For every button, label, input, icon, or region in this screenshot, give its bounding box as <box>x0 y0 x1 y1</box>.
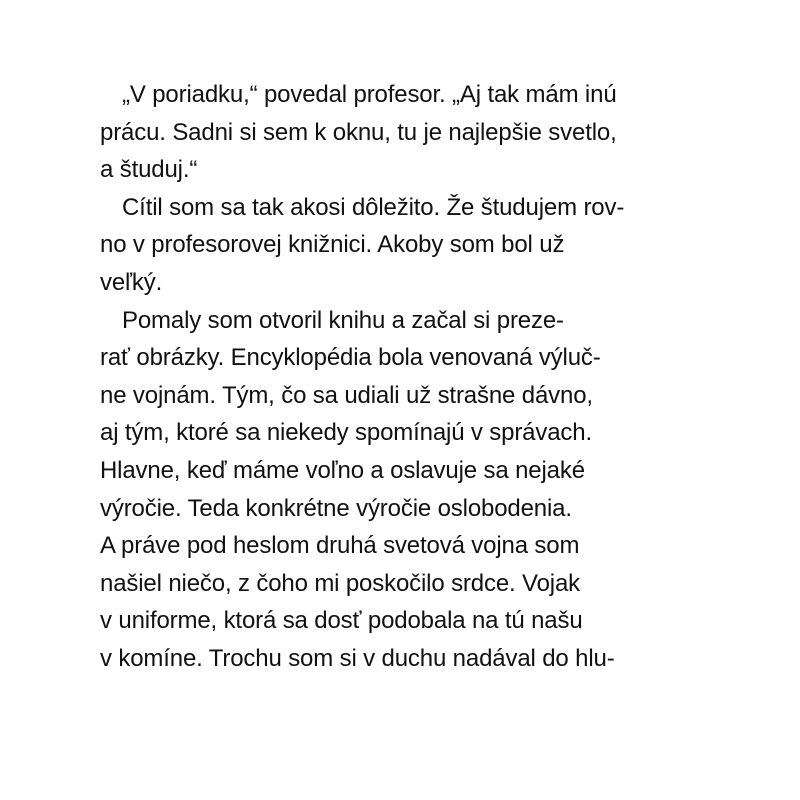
text-line: Cítil som sa tak akosi dôležito. Že študujem rov- <box>122 193 625 221</box>
body-text <box>100 76 710 678</box>
text-line: Pomaly som otvoril knihu a začal si preze- <box>122 306 564 334</box>
text-line: veľký. <box>100 268 163 296</box>
text-line: aj tým, ktoré sa niekedy spomínajú v správach. <box>100 419 592 447</box>
text-line: no v profesorovej knižnici. Akoby som bol už <box>100 231 565 259</box>
text-line: A práve pod heslom druhá svetová vojna som <box>100 532 580 560</box>
text-line: rať obrázky. Encyklopédia bola venovaná výluč- <box>100 344 601 372</box>
text-line: prácu. Sadni si sem k oknu, tu je najlepšie svetlo, <box>100 118 617 146</box>
text-line: v uniforme, ktorá sa dosť podobala na tú našu <box>100 607 583 635</box>
text-line: výročie. Teda konkrétne výročie oslobodenia. <box>100 494 572 522</box>
text-line: a študuj.“ <box>100 156 198 184</box>
text-line: ne vojnám. Tým, čo sa udiali už strašne dávno, <box>100 381 593 409</box>
text-line: Hlavne, keď máme voľno a oslavuje sa nejaké <box>100 456 585 484</box>
text-line: v komíne. Trochu som si v duchu nadával do hlu- <box>100 644 615 672</box>
text-line: „V poriadku,“ povedal profesor. „Aj tak mám inú <box>122 81 617 108</box>
text-line: našiel niečo, z čoho mi poskočilo srdce. Vojak <box>100 569 581 597</box>
